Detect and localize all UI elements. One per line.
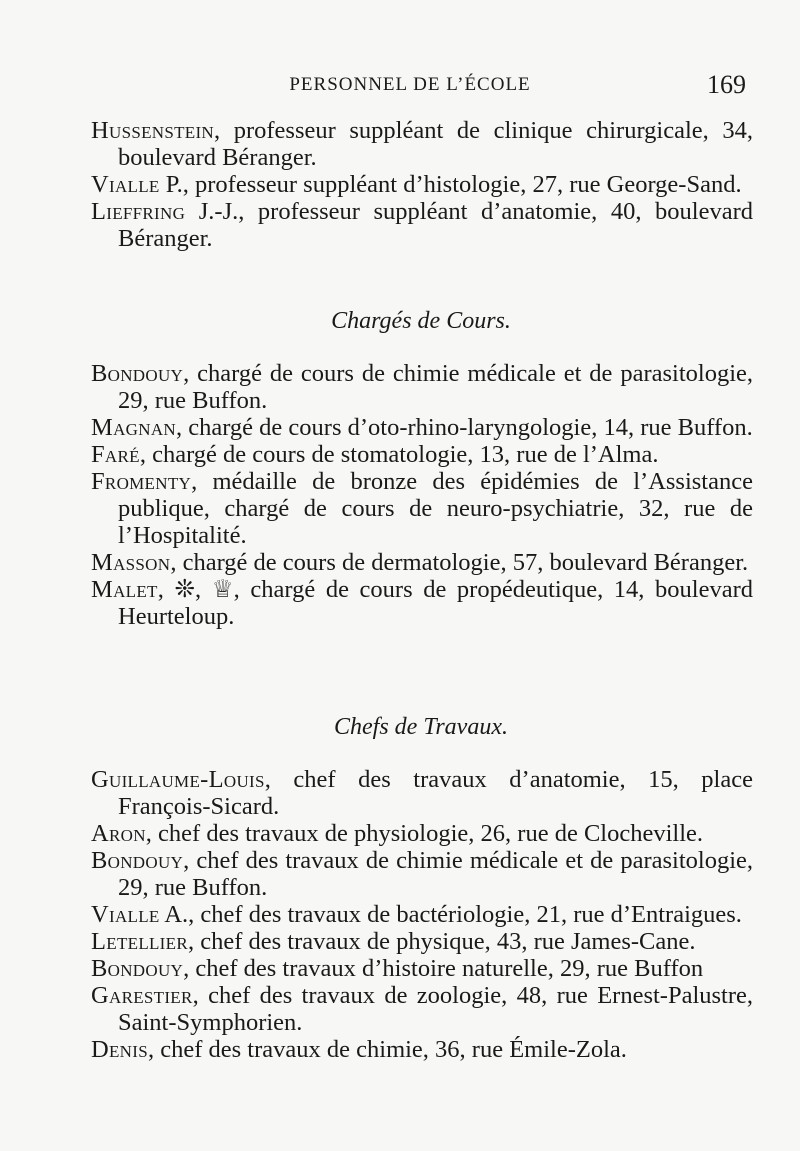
entry-name: Vialle: [91, 171, 160, 198]
entry-text: , médaille de bronze des épidémies de l’Assistance publique, chargé de cours de neuro-psychiatrie, 32, rue de l’Hospitalité.: [118, 468, 753, 549]
entry-name: Masson: [91, 549, 171, 576]
entry-name: Magnan: [91, 414, 176, 441]
list-item: [91, 576, 753, 630]
list-item: [91, 441, 753, 468]
list-item: [91, 766, 753, 820]
running-header: [90, 70, 750, 104]
list-item: [91, 549, 753, 576]
professors-list: [91, 117, 753, 252]
charges-list: [91, 360, 753, 630]
entry-name: Letellier: [91, 928, 188, 955]
entry-name: Lieffring: [91, 198, 186, 225]
entry-name: Fromenty: [91, 468, 192, 495]
list-item: [91, 198, 753, 252]
list-item: [91, 171, 753, 198]
entry-text: , chef des travaux de chimie médicale et de parasitologie, 29, rue Buffon.: [118, 847, 753, 901]
chefs-list: [91, 766, 753, 1063]
section-heading-charges: Chargés de Cours.: [331, 308, 511, 334]
entry-name: Aron: [91, 820, 146, 847]
entry-text: , chef des travaux d’anatomie, 15, place François-Sicard.: [118, 766, 753, 820]
section-heading-chefs: Chefs de Travaux.: [334, 714, 508, 740]
entry-name: Bondouy: [91, 847, 184, 874]
list-item: [91, 468, 753, 549]
list-item: [91, 414, 753, 441]
entry-text: , chef des travaux de zoologie, 48, rue Ernest-Palustre, Saint-Symphorien.: [118, 982, 753, 1036]
list-item: [91, 982, 753, 1036]
entry-name: Bondouy: [91, 360, 184, 387]
list-item: [91, 1036, 753, 1063]
page-number: 169: [707, 70, 746, 99]
entry-text: , chef des travaux de chimie, 36, rue Émile-Zola.: [147, 1036, 627, 1063]
list-item: [91, 117, 753, 171]
running-title: PERSONNEL DE L’ÉCOLE: [289, 74, 531, 95]
entry-name: Garestier: [91, 982, 193, 1009]
entry-name: Hussenstein: [91, 117, 215, 144]
list-item: [91, 847, 753, 901]
entry-name: Guillaume-Louis: [91, 766, 265, 793]
entry-text: , chargé de cours de dermatologie, 57, boulevard Béranger.: [170, 549, 749, 576]
list-item: [91, 820, 753, 847]
list-item: [91, 360, 753, 414]
entry-text: , chef des travaux d’histoire naturelle, 29, rue Buffon: [183, 955, 704, 982]
list-item: [91, 928, 753, 955]
entry-text: J.-J., professeur suppléant d’anatomie, 40, boulevard Béranger.: [118, 198, 753, 252]
entry-name: Faré: [91, 441, 140, 468]
entry-name: Bondouy: [91, 955, 184, 982]
entry-name: Denis: [91, 1036, 148, 1063]
entry-text: , chef des travaux de physiologie, 26, rue de Clocheville.: [145, 820, 704, 847]
entry-name: Vialle: [91, 901, 160, 928]
entry-name: Malet: [91, 576, 158, 603]
entry-text: A., chef des travaux de bactériologie, 21, rue d’Entraigues.: [159, 901, 742, 928]
entry-text: , chargé de cours de stomatologie, 13, rue de l’Alma.: [139, 441, 659, 468]
entry-text: , ❊, ♕, chargé de cours de propédeutique, 14, boulevard Heurteloup.: [118, 576, 753, 630]
list-item: [91, 901, 753, 928]
entry-text: , chargé de cours de chimie médicale et de parasitologie, 29, rue Buffon.: [118, 360, 753, 414]
entry-text: , chargé de cours d’oto-rhino-laryngologie, 14, rue Buffon.: [175, 414, 753, 441]
entry-text: , chef des travaux de physique, 43, rue James-Cane.: [187, 928, 696, 955]
entry-text: , professeur suppléant de clinique chirurgicale, 34, boulevard Béranger.: [118, 117, 753, 171]
entry-text: P., professeur suppléant d’histologie, 27, rue George-Sand.: [159, 171, 742, 198]
list-item: [91, 955, 753, 982]
